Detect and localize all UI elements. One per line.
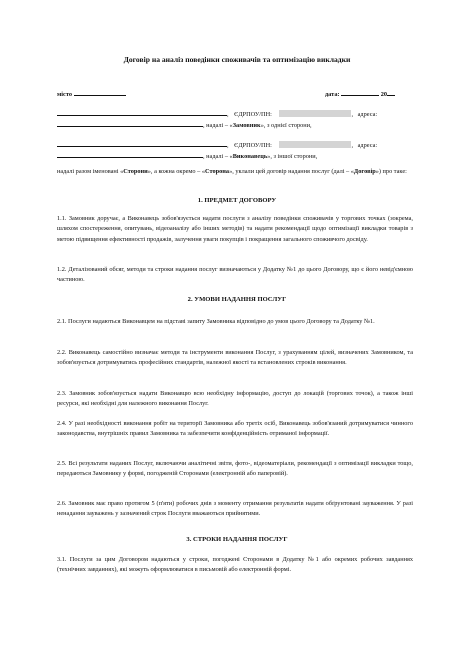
clause-1-2: 1.2. Деталізований обсяг, методи та строки надання послуг визначаються у Додатку №1 до цього Договору, що є його невід'ємною частиною.	[57, 266, 413, 284]
party2-edrpou-field[interactable]	[279, 141, 351, 148]
party1-address-field[interactable]	[57, 120, 203, 127]
city-field[interactable]	[74, 89, 126, 96]
party2-name-field[interactable]	[57, 140, 227, 147]
clause-3-1: 3.1. Послуги за цим Договором надаються у строки, погоджені Сторонами в Додатку №1 або окремих робочих завданнях (технічних завданнях), які можуть оформлюватися в письмовій або електронній формі.	[57, 556, 413, 574]
party1-edrpou-field[interactable]	[279, 110, 351, 117]
date-block	[325, 89, 395, 99]
clause-2-3: 2.3. Замовник зобов'язується надати Виконавцю всю необхідну інформацію, доступ до локацій (торгових точок), а також інші ресурси, які необхідні для належного виконання Послуг.	[57, 390, 413, 408]
intro-paragraph: надалі разом іменовані «Сторони», а кожна окремо – «Сторона», уклали цей договір надання послуг (далі – «Договір») про таке:	[57, 168, 407, 175]
party2-role: Виконавець	[232, 153, 268, 160]
clause-2-6: 2.6. Замовник має право протягом 5 (п'яти) робочих днів з моменту отримання результатів надати обґрунтовані зауваження. У разі ненадання зауважень у зазначений строк Послуги вважаються прийнятими.	[57, 500, 413, 518]
party2-address-field[interactable]	[57, 151, 203, 158]
party1-address-label: адреса:	[357, 111, 378, 118]
party1-line2	[57, 120, 312, 130]
clause-2-1: 2.1. Послуги надаються Виконавцем на підставі запиту Замовника відповідно до умов цього Договору та Додатку №1.	[57, 318, 375, 325]
document-title: Договір на аналіз поведінки споживачів та оптимізацію викладки	[123, 55, 351, 64]
party2-suffix-post: », з іншої сторони,	[267, 153, 318, 160]
date-label: дата:	[325, 91, 340, 98]
city-label: місто	[57, 91, 72, 98]
party1-line1: , ЄДРПОУ/ПН: , адреса:	[57, 109, 377, 119]
party1-edrpou-label: ЄДРПОУ/ПН:	[234, 111, 272, 118]
party1-name-field[interactable]	[57, 109, 227, 116]
city-date-line	[57, 89, 126, 99]
section2-heading: 2. УМОВИ НАДАННЯ ПОСЛУГ	[187, 296, 287, 303]
party1-suffix-pre: , надалі – «	[203, 122, 233, 129]
section3-heading: 3. СТРОКИ НАДАННЯ ПОСЛУГ	[186, 536, 288, 543]
clause-2-5: 2.5. Всі результати наданих Послуг, включаючи аналітичні звіти, фото-, відеоматеріали, рекомендації з оптимізації викладки тощо, передаються Замовнику у формі, погодженій Сторонами (електронній або паперовій).	[57, 460, 413, 478]
year-prefix: 20	[380, 91, 388, 98]
party1-suffix-post: », з однієї сторони,	[260, 122, 312, 129]
party2-line2	[57, 151, 317, 161]
party2-line1: , ЄДРПОУ/ПН: , адреса:	[57, 140, 377, 150]
section1-heading: 1. ПРЕДМЕТ ДОГОВОРУ	[197, 197, 277, 204]
year-field[interactable]	[387, 89, 395, 96]
clause-1-1: 1.1. Замовник доручає, а Виконавець зобов'язується надати послуги з аналізу поведінки споживачів у торгових точках (зокрема, шляхом спостереження, опитувань, відеоаналізу або інших методів) та надати рекомендації щодо оптимізації викладки товарів з метою підвищення ефективності продажів, залучення уваги покупців і покращення загального споживчого досвіду.	[57, 215, 413, 243]
date-field[interactable]	[341, 89, 379, 96]
clause-2-2: 2.2. Виконавець самостійно визначає методи та інструменти виконання Послуг, з урахуванням цілей, визначених Замовником, та зобов'язується дотримуватись професійних стандартів, належної якості та встановлених строків виконання.	[57, 349, 413, 367]
party2-suffix-pre: , надалі – «	[203, 153, 233, 160]
party1-role: Замовник	[232, 122, 261, 129]
clause-2-4: 2.4. У разі необхідності виконання робіт на території Замовника або третіх осіб, Виконавець зобов'язаний дотримуватися чинного законодавства, внутрішніх правил Замовника та забезпечити конфіденційність отриманої інформації.	[57, 420, 413, 438]
party2-address-label: адреса:	[357, 142, 378, 149]
party2-edrpou-label: ЄДРПОУ/ПН:	[234, 142, 272, 149]
